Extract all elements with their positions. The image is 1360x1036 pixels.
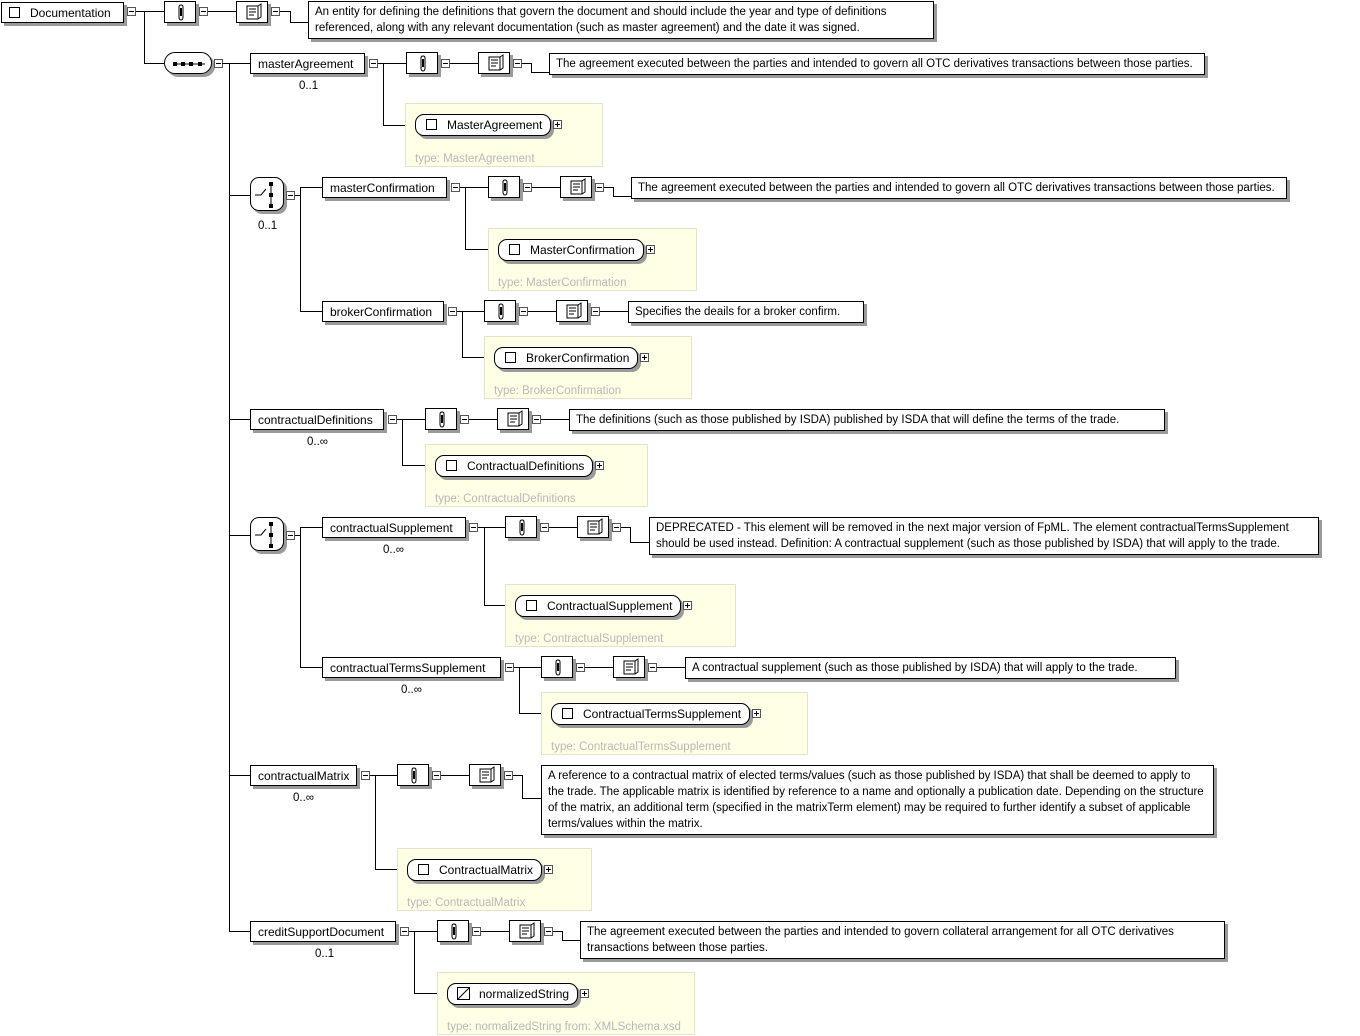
complex-type-icon	[426, 119, 437, 130]
expand-toggle[interactable]	[752, 709, 761, 718]
expand-toggle[interactable]	[640, 353, 649, 362]
occurrence-label: 0..∞	[383, 544, 404, 556]
complex-type-icon	[562, 708, 573, 719]
annotation-box: A contractual supplement (such as those published by ISDA) that will apply to the trade.	[685, 657, 1176, 679]
annotation-box: DEPRECATED - This element will be removed in the next major version of FpML. The element contractualTermsSupplement should be used instead. Definition: A contractual supplement (such as those published by ISDA) that will apply to the trade.	[649, 517, 1319, 555]
element-master-confirmation[interactable]: masterConfirmation	[322, 177, 447, 198]
root-element-documentation[interactable]	[1, 2, 124, 23]
element-contractual-definitions[interactable]: contractualDefinitions	[250, 409, 384, 430]
type-box	[437, 972, 695, 1035]
type-normalized-string[interactable]: normalizedString	[447, 983, 578, 1005]
type-label: type: ContractualMatrix	[407, 897, 526, 909]
element-toggle[interactable]	[361, 771, 370, 780]
attributes-icon[interactable]	[484, 300, 516, 322]
identity-constraints-icon[interactable]	[509, 920, 541, 942]
expand-toggle[interactable]	[683, 601, 692, 610]
identity-constraints-icon[interactable]	[469, 764, 501, 786]
choice-compositor[interactable]	[250, 517, 284, 551]
annotation-toggle[interactable]	[612, 523, 621, 532]
type-box	[484, 336, 692, 399]
annotation-box: The definitions (such as those published by ISDA) published by ISDA that will define the terms of the trade.	[569, 409, 1165, 431]
type-box	[405, 103, 603, 167]
element-toggle[interactable]	[388, 415, 397, 424]
annotation-box: Specifies the deails for a broker confirm.	[628, 301, 864, 323]
complex-type-icon	[418, 864, 429, 875]
identity-constraints-icon[interactable]	[236, 1, 268, 23]
identity-constraints-icon[interactable]	[497, 408, 529, 430]
type-contractual-terms-supplement[interactable]: ContractualTermsSupplement	[551, 703, 750, 725]
type-master-confirmation[interactable]: MasterConfirmation	[498, 239, 644, 261]
type-box	[541, 692, 808, 755]
occurrence-label: 0..1	[315, 948, 335, 960]
attributes-toggle[interactable]	[432, 771, 441, 780]
attributes-icon[interactable]	[164, 1, 196, 23]
expand-toggle[interactable]	[646, 245, 655, 254]
attributes-icon[interactable]	[406, 52, 438, 74]
attributes-toggle[interactable]	[576, 663, 585, 672]
attributes-icon[interactable]	[437, 920, 469, 942]
attributes-toggle[interactable]	[460, 415, 469, 424]
element-toggle[interactable]	[505, 663, 514, 672]
choice-toggle[interactable]	[286, 191, 295, 200]
expand-toggle[interactable]	[544, 865, 553, 874]
occurrence-label: 0..∞	[307, 436, 328, 448]
type-box	[425, 444, 648, 507]
identity-constraints-icon[interactable]	[556, 300, 588, 322]
type-contractual-matrix[interactable]: ContractualMatrix	[407, 859, 542, 881]
identity-constraints-icon[interactable]	[613, 656, 645, 678]
annotation-box: The agreement executed between the parties and intended to govern all OTC derivatives transactions between those parties.	[549, 53, 1205, 75]
occurrence-label: 0..1	[299, 80, 319, 92]
type-contractual-definitions[interactable]: ContractualDefinitions	[435, 455, 593, 477]
collapse-toggle[interactable]	[127, 7, 136, 16]
element-toggle[interactable]	[369, 59, 378, 68]
identity-constraints-icon[interactable]	[577, 516, 609, 538]
element-toggle[interactable]	[400, 927, 409, 936]
annotation-toggle[interactable]	[591, 307, 600, 316]
complex-type-icon	[505, 352, 516, 363]
attributes-toggle[interactable]	[199, 7, 208, 16]
annotation-toggle[interactable]	[513, 59, 522, 68]
element-toggle[interactable]	[448, 307, 457, 316]
attributes-icon[interactable]	[488, 176, 520, 198]
annotation-toggle[interactable]	[595, 183, 604, 192]
attributes-icon[interactable]	[425, 408, 457, 430]
type-label: type: normalizedString from: XMLSchema.xsd	[447, 1021, 681, 1033]
complex-type-icon	[526, 600, 537, 611]
type-label: type: MasterConfirmation	[498, 277, 627, 289]
element-contractual-matrix[interactable]: contractualMatrix	[250, 765, 357, 786]
identity-constraints-icon[interactable]	[478, 52, 510, 74]
expand-toggle[interactable]	[595, 461, 604, 470]
type-label: type: ContractualDefinitions	[435, 493, 576, 505]
type-broker-confirmation[interactable]: BrokerConfirmation	[494, 347, 638, 369]
complex-type-icon	[446, 460, 457, 471]
element-master-agreement[interactable]: masterAgreement	[250, 53, 365, 74]
identity-constraints-icon[interactable]	[560, 176, 592, 198]
sequence-compositor[interactable]	[164, 52, 212, 74]
annotation-box: A reference to a contractual matrix of elected terms/values (such as those published by ISDA) that shall be deemed to apply to the trade. The applicable matrix is identified by reference to a name and optionally a publication date. Depending on the structure of the matrix, an additional term (specified in the matrixTerm element) may be required to further identify a subset of applicable terms/values within the matrix.	[541, 765, 1214, 835]
type-label: type: ContractualTermsSupplement	[551, 741, 731, 753]
choice-toggle[interactable]	[286, 531, 295, 540]
annotation-toggle[interactable]	[532, 415, 541, 424]
attributes-toggle[interactable]	[540, 523, 549, 532]
type-master-agreement[interactable]: MasterAgreement	[415, 114, 551, 136]
complex-type-icon	[509, 244, 520, 255]
occurrence-label: 0..∞	[401, 684, 422, 696]
type-box	[397, 848, 592, 911]
occurrence-label: 0..1	[258, 220, 278, 232]
element-credit-support-document[interactable]: creditSupportDocument	[250, 921, 396, 942]
element-contractual-terms-supplement[interactable]: contractualTermsSupplement	[322, 657, 501, 678]
element-broker-confirmation[interactable]: brokerConfirmation	[322, 301, 444, 322]
expand-toggle[interactable]	[553, 120, 562, 129]
attributes-toggle[interactable]	[472, 927, 481, 936]
occurrence-label: 0..∞	[293, 792, 314, 804]
attributes-toggle[interactable]	[441, 59, 450, 68]
type-box	[505, 584, 736, 647]
expand-toggle[interactable]	[580, 989, 589, 998]
annotation-toggle[interactable]	[504, 771, 513, 780]
annotation-box: An entity for defining the definitions that govern the document and should include the year and type of definitions referenced, along with any relevant documentation (such as master agreement) and the date it was signed.	[308, 1, 934, 39]
choice-compositor[interactable]	[250, 177, 284, 211]
annotation-toggle[interactable]	[544, 927, 553, 936]
attributes-toggle[interactable]	[523, 183, 532, 192]
type-label: type: MasterAgreement	[415, 153, 535, 165]
simple-type-icon	[458, 988, 469, 999]
element-contractual-supplement[interactable]: contractualSupplement	[322, 517, 466, 538]
annotation-box: The agreement executed between the parties and intended to govern collateral arrangement for all OTC derivatives transactions between those parties.	[580, 921, 1225, 959]
complex-type-icon	[9, 7, 20, 18]
annotation-toggle[interactable]	[648, 663, 657, 672]
root-element-label: Documentation	[30, 6, 111, 20]
attributes-icon[interactable]	[505, 516, 537, 538]
element-toggle[interactable]	[469, 523, 478, 532]
type-label: type: ContractualSupplement	[515, 633, 664, 645]
type-box	[488, 228, 697, 291]
element-toggle[interactable]	[451, 183, 460, 192]
attributes-icon[interactable]	[397, 764, 429, 786]
type-contractual-supplement[interactable]: ContractualSupplement	[515, 595, 681, 617]
attributes-icon[interactable]	[541, 656, 573, 678]
annotation-toggle[interactable]	[271, 7, 280, 16]
type-label: type: BrokerConfirmation	[494, 385, 622, 397]
annotation-box: The agreement executed between the parties and intended to govern all OTC derivatives transactions between those parties.	[631, 177, 1287, 199]
attributes-toggle[interactable]	[519, 307, 528, 316]
